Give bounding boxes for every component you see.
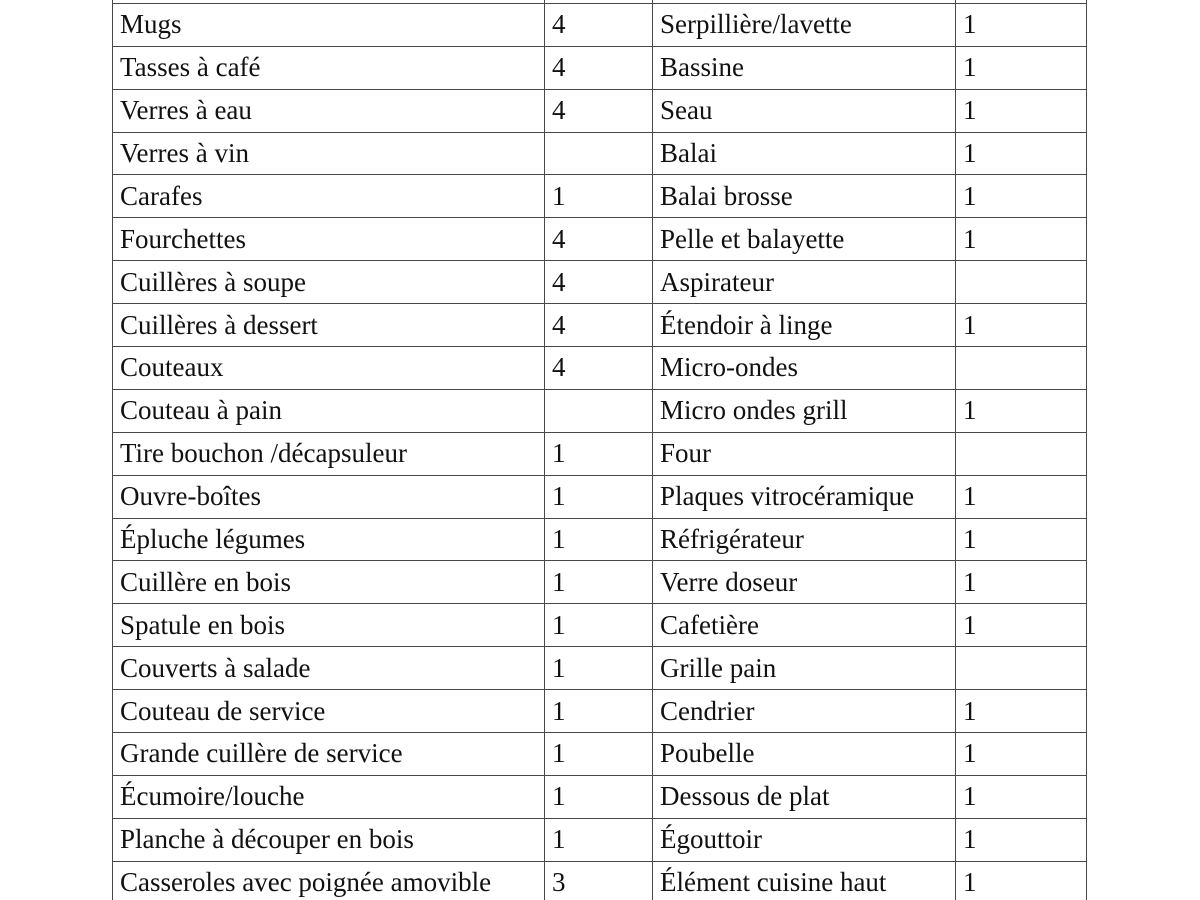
item-cell: Seau	[653, 89, 956, 132]
qty-cell: 1	[956, 218, 1087, 261]
item-cell: Verre doseur	[653, 561, 956, 604]
item-cell: Cuillères à soupe	[113, 261, 545, 304]
table-row	[113, 775, 1087, 818]
qty-cell: 1	[956, 304, 1087, 347]
item-cell: Plaques vitrocéramique	[653, 475, 956, 518]
qty-cell	[545, 389, 653, 432]
table-row	[113, 647, 1087, 690]
item-cell: Étendoir à linge	[653, 304, 956, 347]
qty-cell	[956, 261, 1087, 304]
qty-cell: 1	[956, 132, 1087, 175]
table-row	[113, 132, 1087, 175]
qty-cell: 1	[545, 475, 653, 518]
item-cell: Serpillière/lavette	[653, 3, 956, 46]
table-row	[113, 475, 1087, 518]
qty-cell: 4	[545, 347, 653, 390]
table-row	[113, 175, 1087, 218]
table-row	[113, 3, 1087, 46]
table-row	[113, 861, 1087, 900]
table-row	[113, 46, 1087, 89]
table-row	[113, 604, 1087, 647]
item-cell: Égouttoir	[653, 818, 956, 861]
table-row	[113, 690, 1087, 733]
qty-cell	[956, 647, 1087, 690]
qty-cell: 1	[545, 818, 653, 861]
item-cell: Verres à vin	[113, 132, 545, 175]
qty-cell: 1	[956, 775, 1087, 818]
qty-cell: 1	[545, 604, 653, 647]
qty-cell	[956, 347, 1087, 390]
table-row	[113, 818, 1087, 861]
item-cell: Dessous de plat	[653, 775, 956, 818]
table-row	[113, 347, 1087, 390]
table-row	[113, 261, 1087, 304]
qty-cell: 1	[545, 561, 653, 604]
table-row	[113, 733, 1087, 776]
item-cell: Couteau à pain	[113, 389, 545, 432]
qty-cell: 4	[545, 218, 653, 261]
item-cell: Couverts à salade	[113, 647, 545, 690]
inventory-table-body	[113, 0, 1087, 900]
qty-cell	[545, 132, 653, 175]
item-cell: Fourchettes	[113, 218, 545, 261]
qty-cell: 1	[956, 604, 1087, 647]
item-cell: Micro ondes grill	[653, 389, 956, 432]
qty-cell: 1	[545, 518, 653, 561]
item-cell: Tasses à café	[113, 46, 545, 89]
qty-cell: 4	[545, 3, 653, 46]
item-cell: Verres à eau	[113, 89, 545, 132]
item-cell: Tire bouchon /décapsuleur	[113, 432, 545, 475]
qty-cell: 4	[545, 89, 653, 132]
qty-cell: 1	[956, 818, 1087, 861]
item-cell: Balai	[653, 132, 956, 175]
qty-cell: 1	[545, 775, 653, 818]
item-cell: Cendrier	[653, 690, 956, 733]
qty-cell	[956, 432, 1087, 475]
qty-cell: 1	[956, 89, 1087, 132]
qty-cell: 4	[545, 261, 653, 304]
table-row	[113, 432, 1087, 475]
qty-cell: 1	[545, 690, 653, 733]
item-cell: Planche à découper en bois	[113, 818, 545, 861]
item-cell: Aspirateur	[653, 261, 956, 304]
item-cell: Bassine	[653, 46, 956, 89]
item-cell: Cuillères à dessert	[113, 304, 545, 347]
item-cell: Micro-ondes	[653, 347, 956, 390]
qty-cell: 1	[545, 647, 653, 690]
qty-cell: 1	[956, 561, 1087, 604]
qty-cell: 1	[956, 46, 1087, 89]
table-row	[113, 389, 1087, 432]
qty-cell: 1	[545, 432, 653, 475]
table-row	[113, 518, 1087, 561]
table-row	[113, 218, 1087, 261]
item-cell: Grande cuillère de service	[113, 733, 545, 776]
item-cell: Couteau de service	[113, 690, 545, 733]
item-cell: Ouvre-boîtes	[113, 475, 545, 518]
item-cell: Cuillère en bois	[113, 561, 545, 604]
item-cell: Épluche légumes	[113, 518, 545, 561]
qty-cell: 1	[956, 733, 1087, 776]
table-row	[113, 89, 1087, 132]
item-cell: Balai brosse	[653, 175, 956, 218]
qty-cell: 1	[956, 690, 1087, 733]
qty-cell: 1	[956, 518, 1087, 561]
item-cell: Mugs	[113, 3, 545, 46]
qty-cell: 1	[956, 175, 1087, 218]
qty-cell: 4	[545, 46, 653, 89]
qty-cell: 1	[956, 861, 1087, 900]
item-cell: Grille pain	[653, 647, 956, 690]
item-cell: Poubelle	[653, 733, 956, 776]
qty-cell: 1	[545, 175, 653, 218]
item-cell: Couteaux	[113, 347, 545, 390]
item-cell: Élément cuisine haut	[653, 861, 956, 900]
qty-cell: 1	[956, 3, 1087, 46]
qty-cell: 1	[545, 733, 653, 776]
item-cell: Cafetière	[653, 604, 956, 647]
item-cell: Spatule en bois	[113, 604, 545, 647]
table-row	[113, 304, 1087, 347]
inventory-table	[112, 0, 1087, 900]
table-row	[113, 561, 1087, 604]
item-cell: Casseroles avec poignée amovible	[113, 861, 545, 900]
item-cell: Écumoire/louche	[113, 775, 545, 818]
qty-cell: 1	[956, 475, 1087, 518]
qty-cell: 4	[545, 304, 653, 347]
item-cell: Pelle et balayette	[653, 218, 956, 261]
qty-cell: 3	[545, 861, 653, 900]
item-cell: Carafes	[113, 175, 545, 218]
item-cell: Réfrigérateur	[653, 518, 956, 561]
item-cell: Four	[653, 432, 956, 475]
qty-cell: 1	[956, 389, 1087, 432]
